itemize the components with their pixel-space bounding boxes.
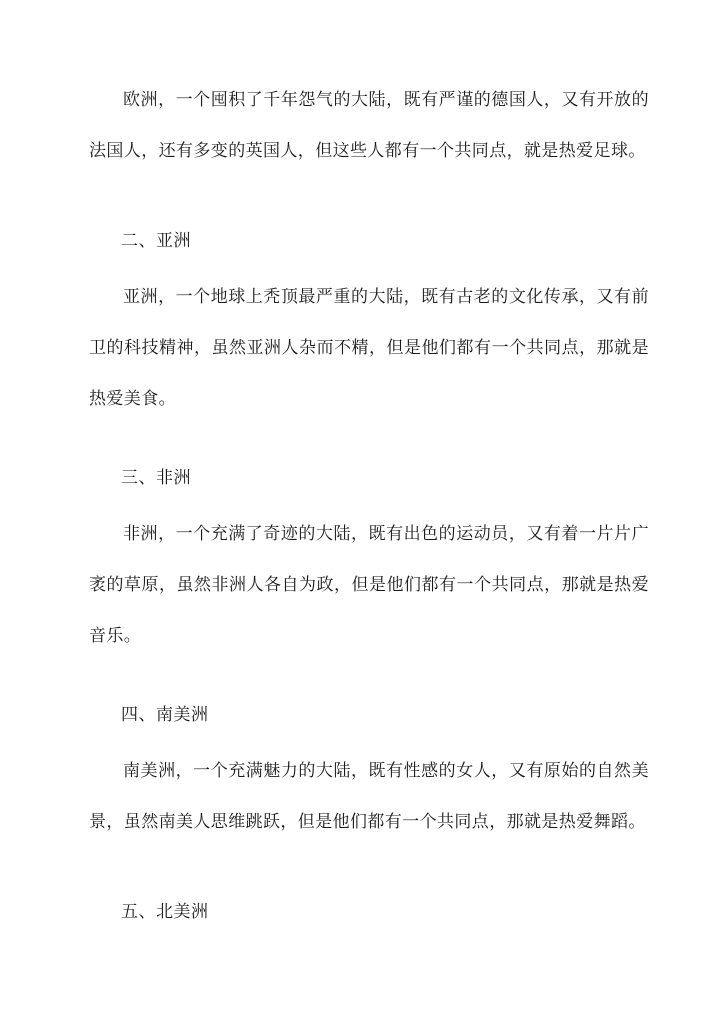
paragraph-south-america: 南美洲，一个充满魅力的大陆，既有性感的女人，又有原始的自然美景，虽然南美人思维跳跃，但是他们都有一个共同点，那就是热爱舞蹈。 <box>89 761 649 832</box>
heading-north-america: 五、北美洲 <box>121 902 209 922</box>
heading-africa: 三、非洲 <box>121 468 191 488</box>
paragraph-asia: 亚洲，一个地球上秃顶最严重的大陆，既有古老的文化传承，又有前卫的科技精神，虽然亚洲人杂而不精，但是他们都有一个共同点，那就是热爱美食。 <box>89 287 649 409</box>
heading-south-america: 四、南美洲 <box>121 705 209 725</box>
paragraph-europe: 欧洲，一个囤积了千年怨气的大陆，既有严谨的德国人，又有开放的法国人，还有多变的英国人，但这些人都有一个共同点，就是热爱足球。 <box>89 90 649 161</box>
paragraph-africa: 非洲，一个充满了奇迹的大陆，既有出色的运动员，又有着一片片广袤的草原，虽然非洲人各自为政，但是他们都有一个共同点，那就是热爱音乐。 <box>89 524 649 646</box>
heading-asia: 二、亚洲 <box>121 231 191 251</box>
